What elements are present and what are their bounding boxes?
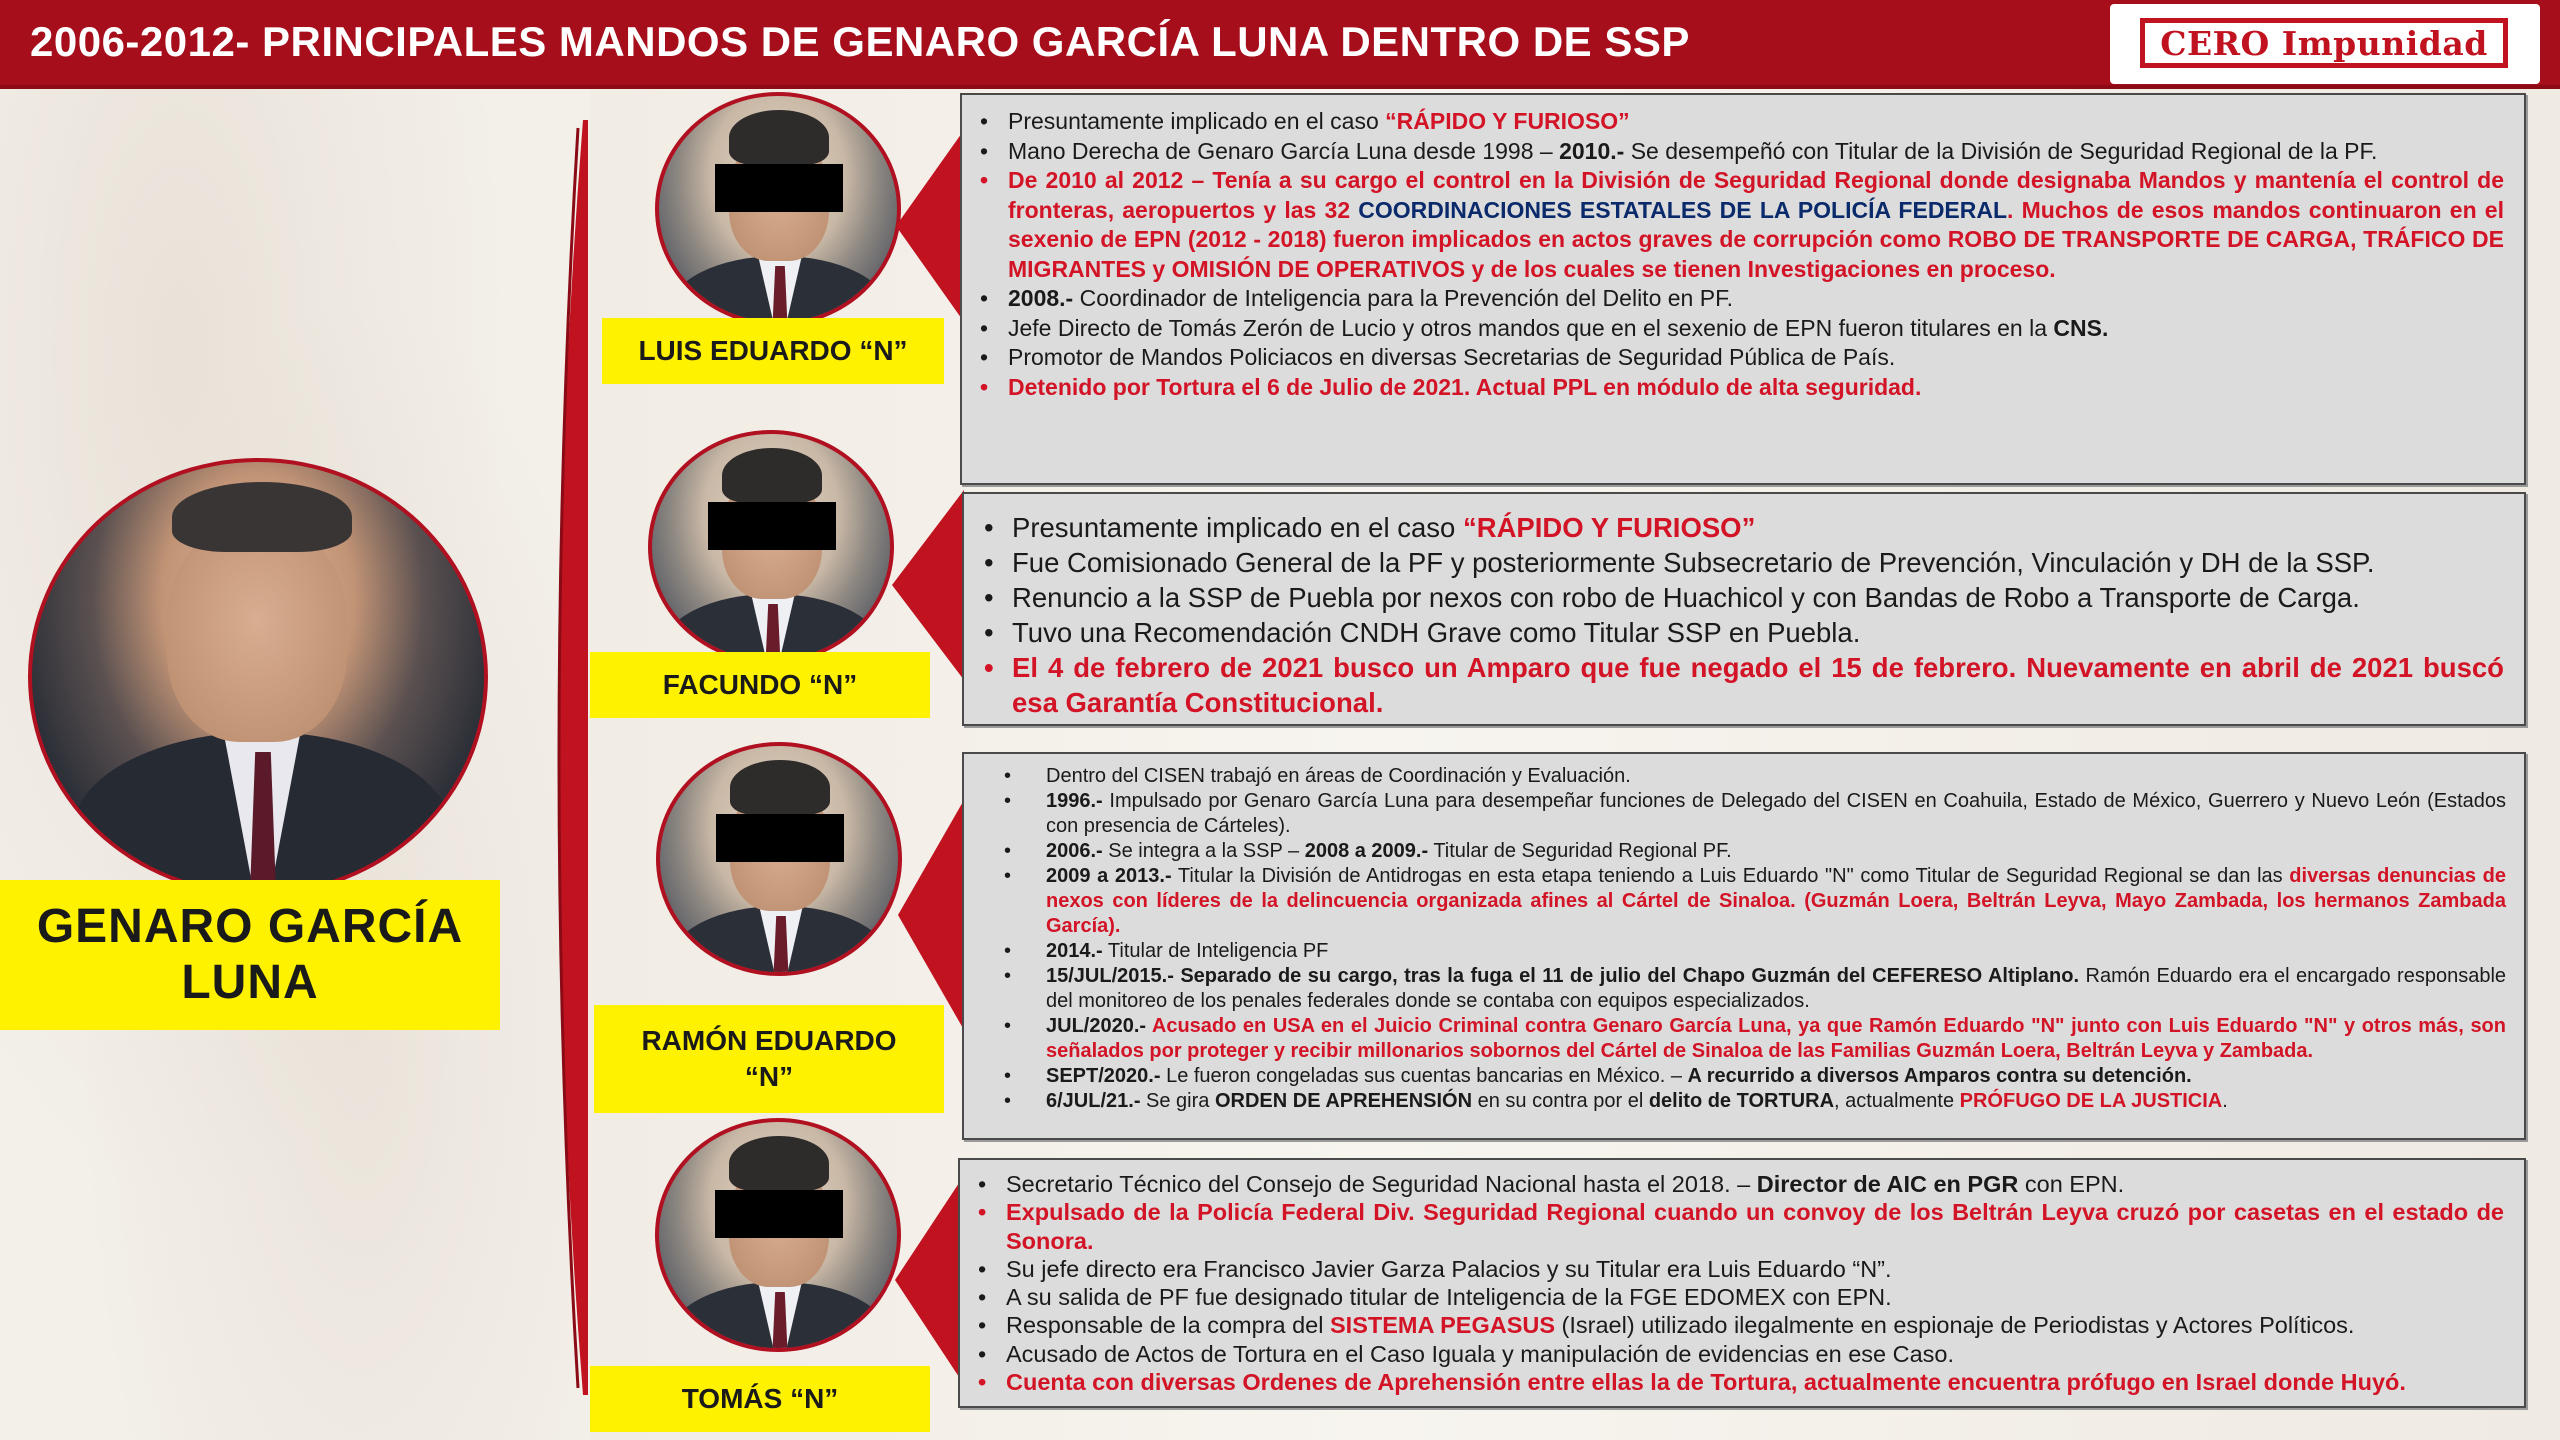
- bullet-list: [968, 1170, 2504, 1396]
- list-item: • 2008.- Coordinador de Inteligencia para la Prevención del Delito en PF.: [970, 284, 2504, 314]
- list-item: • De 2010 al 2012 – Tenía a su cargo el control en la División de Seguridad Regional donde designaba Mandos y mantenía el control de fronteras, aeropuertos y las 32 COORDINACIONES ESTATALES DE LA POLICÍA FEDERAL. Muchos de esos mandos continuaron en el sexenio de EPN (2012 - 2018) fueron implicados en actos graves de corrupción como ROBO DE TRANSPORTE DE CARGA, TRÁFICO DE MIGRANTES y OMISIÓN DE OPERATIVOS y de los cuales se tienen Investigaciones en proceso.: [970, 166, 2504, 284]
- cero-impunidad-logo: [2140, 18, 2508, 68]
- list-item: • 2014.- Titular de Inteligencia PF: [974, 939, 2506, 964]
- pointer-arrow-1: [896, 130, 964, 322]
- person-name-line1: RAMÓN EDUARDO: [641, 1025, 897, 1056]
- person-name-line2: “N”: [744, 1061, 794, 1092]
- list-item: • 2006.- Se integra a la SSP – 2008 a 2009.- Titular de Seguridad Regional PF.: [974, 839, 2506, 864]
- list-item: • Acusado de Actos de Tortura en el Caso Iguala y manipulación de evidencias en ese Caso.: [968, 1340, 2504, 1368]
- person-label-ramon-eduardo: [594, 1005, 944, 1113]
- logo-text: CERO Impunidad: [2160, 23, 2488, 63]
- list-item: • 6/JUL/21.- Se gira ORDEN DE APREHENSIÓN en su contra por el delito de TORTURA, actualmente PRÓFUGO DE LA JUSTICIA.: [974, 1089, 2506, 1114]
- list-item: • A su salida de PF fue designado titular de Inteligencia de la FGE EDOMEX con EPN.: [968, 1283, 2504, 1311]
- person-label-facundo: [590, 652, 930, 718]
- list-item: • 2009 a 2013.- Titular la División de Antidrogas en esta etapa teniendo a Luis Eduardo "N" como Titular de Seguridad Regional se dan las diversas denuncias de nexos con líderes de la delincuencia organizada afines al Cártel de Sinaloa. (Guzmán Loera, Beltrán Leyva, Mayo Zambada, los hermanos Zambada García).: [974, 864, 2506, 939]
- censor-bar: [716, 814, 844, 862]
- list-item: • Mano Derecha de Genaro García Luna desde 1998 – 2010.- Se desempeñó con Titular de la División de Seguridad Regional de la PF.: [970, 137, 2504, 167]
- person-photo-luis-eduardo: [655, 92, 901, 326]
- info-box-ramon-eduardo: [962, 752, 2526, 1140]
- bullet-list: [970, 107, 2504, 402]
- connector-spine: [528, 120, 588, 1395]
- pointer-arrow-4: [895, 1180, 961, 1380]
- bullet-list: [974, 510, 2504, 720]
- person-label-luis-eduardo: [602, 318, 944, 384]
- list-item: • 15/JUL/2015.- Separado de su cargo, tras la fuga el 11 de julio del Chapo Guzmán del CEFERESO Altiplano. Ramón Eduardo era el encargado responsable del monitoreo de los penales federales donde se contaba con equipos especializados.: [974, 964, 2506, 1014]
- person-name: TOMÁS “N”: [681, 1383, 839, 1414]
- person-label-tomas: [590, 1366, 930, 1432]
- person-name: LUIS EDUARDO “N”: [638, 335, 908, 366]
- person-name: FACUNDO “N”: [662, 669, 858, 700]
- list-item: • Tuvo una Recomendación CNDH Grave como Titular SSP en Puebla.: [974, 615, 2504, 650]
- person-photo-ramon-eduardo: [656, 742, 902, 976]
- list-item: • Promotor de Mandos Policiacos en diversas Secretarias de Seguridad Pública de País.: [970, 343, 2504, 373]
- info-box-luis-eduardo: [960, 93, 2526, 485]
- list-item: • Detenido por Tortura el 6 de Julio de 2021. Actual PPL en módulo de alta seguridad.: [970, 373, 2504, 403]
- list-item: • JUL/2020.- Acusado en USA en el Juicio Criminal contra Genaro García Luna, ya que Ramón Eduardo "N" junto con Luis Eduardo "N" y otros más, son señalados por proteger y recibir millonarios sobornos del Cártel de Sinaloa de las Familias Guzmán Loera, Beltrán Leyva y Zambada.: [974, 1014, 2506, 1064]
- pointer-arrow-3: [898, 800, 964, 1030]
- info-box-tomas: [958, 1158, 2526, 1408]
- main-person-name-line1: GENARO GARCÍA: [36, 900, 464, 953]
- list-item: • Fue Comisionado General de la PF y posteriormente Subsecretario de Prevención, Vinculación y DH de la SSP.: [974, 545, 2504, 580]
- bullet-list: [974, 764, 2506, 1114]
- list-item: • Responsable de la compra del SISTEMA PEGASUS (Israel) utilizado ilegalmente en espionaje de Periodistas y Actores Políticos.: [968, 1311, 2504, 1339]
- list-item: • Dentro del CISEN trabajó en áreas de Coordinación y Evaluación.: [974, 764, 2506, 789]
- censor-bar: [708, 502, 836, 550]
- main-person-name-line2: LUNA: [181, 956, 319, 1009]
- list-item: • Jefe Directo de Tomás Zerón de Lucio y otros mandos que en el sexenio de EPN fueron titulares en la CNS.: [970, 314, 2504, 344]
- censor-bar: [715, 1190, 843, 1238]
- person-photo-tomas: [655, 1118, 901, 1352]
- list-item: • Presuntamente implicado en el caso “RÁPIDO Y FURIOSO”: [970, 107, 2504, 137]
- header-bar: [0, 0, 2560, 89]
- list-item: • 1996.- Impulsado por Genaro García Luna para desempeñar funciones de Delegado del CISEN en Coahuila, Estado de México, Guerrero y Nuevo León (Estados con presencia de Cárteles).: [974, 789, 2506, 839]
- main-person-label: [0, 880, 500, 1030]
- list-item: • SEPT/2020.- Le fueron congeladas sus cuentas bancarias en México. – A recurrido a diversos Amparos contra su detención.: [974, 1064, 2506, 1089]
- main-person-photo: [28, 458, 488, 896]
- list-item: • Expulsado de la Policía Federal Div. Seguridad Regional cuando un convoy de los Beltrán Leyva cruzó por casetas en el estado de Sonora.: [968, 1198, 2504, 1255]
- list-item: • Su jefe directo era Francisco Javier Garza Palacios y su Titular era Luis Eduardo “N”.: [968, 1255, 2504, 1283]
- list-item: • Presuntamente implicado en el caso “RÁPIDO Y FURIOSO”: [974, 510, 2504, 545]
- logo-container: [2110, 4, 2540, 84]
- list-item: • Cuenta con diversas Ordenes de Aprehensión entre ellas la de Tortura, actualmente encuentra prófugo en Israel donde Huyó.: [968, 1368, 2504, 1396]
- page-title: 2006-2012- PRINCIPALES MANDOS DE GENARO GARCÍA LUNA DENTRO DE SSP: [30, 18, 1690, 65]
- info-box-facundo: [962, 492, 2526, 726]
- person-photo-facundo: [648, 430, 894, 664]
- list-item: • Renuncio a la SSP de Puebla por nexos con robo de Huachicol y con Bandas de Robo a Transporte de Carga.: [974, 580, 2504, 615]
- list-item: • Secretario Técnico del Consejo de Seguridad Nacional hasta el 2018. – Director de AIC en PGR con EPN.: [968, 1170, 2504, 1198]
- list-item: • El 4 de febrero de 2021 busco un Amparo que fue negado el 15 de febrero. Nuevamente en abril de 2021 buscó esa Garantía Constitucional.: [974, 650, 2504, 720]
- censor-bar: [715, 164, 843, 212]
